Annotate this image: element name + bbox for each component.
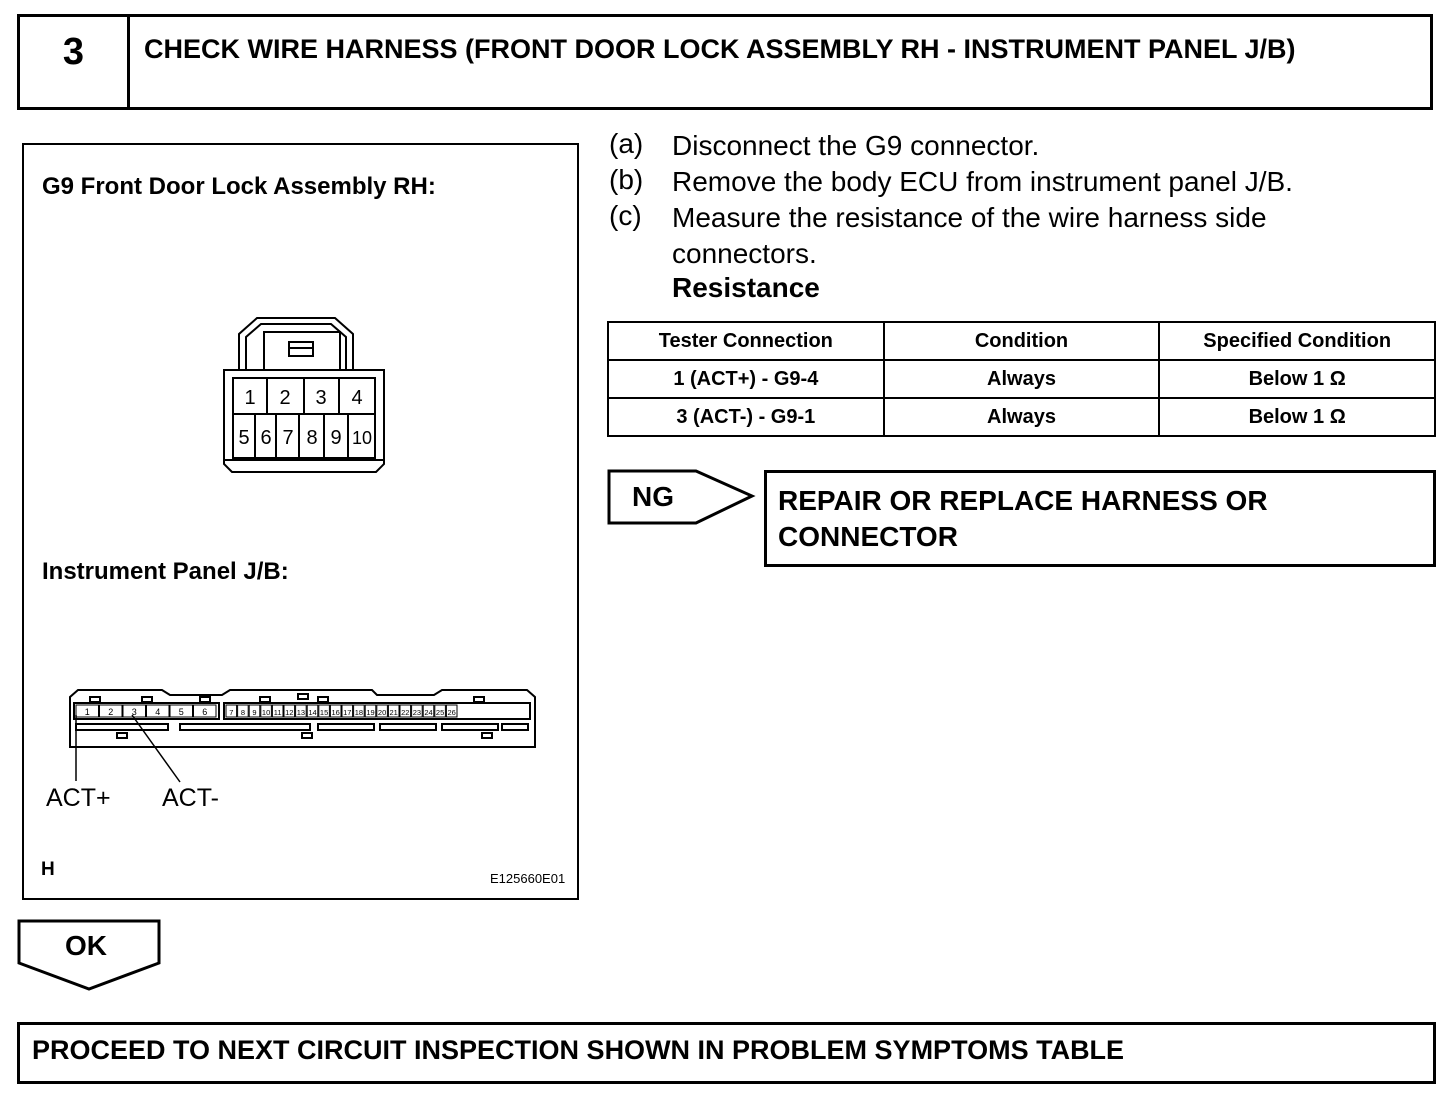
connector-figure [22,143,579,900]
jb-pin: 20 [377,708,387,717]
table-cell: Below 1 Ω [1159,398,1435,436]
g9-connector-diagram [209,310,399,480]
g9-connector-label: G9 Front Door Lock Assembly RH: [42,173,436,200]
jb-pin: 22 [401,708,410,717]
instruction-text: Measure the resistance of the wire harness side connectors. [672,202,1267,269]
instruction-text: Disconnect the G9 connector. [672,130,1040,161]
table-row [608,398,1435,436]
jb-pin: 7 [229,708,234,717]
figure-code: E125660E01 [490,871,566,886]
g9-pin: 9 [330,427,342,449]
jb-pin: 12 [285,708,294,717]
g9-pin: 1 [244,387,256,409]
table-cell: 1 (ACT+) - G9-4 [608,360,884,398]
table-cell: Always [884,360,1160,398]
g9-housing-top [239,318,353,370]
table-header-cell: Specified Condition [1159,322,1435,360]
g9-lock-tab [264,332,340,370]
table-header-cell: Tester Connection [608,322,884,360]
ng-label: NG [632,481,674,512]
g9-pin: 5 [238,427,250,449]
g9-pin: 10 [351,428,373,448]
jb-pin: 1 [84,707,90,717]
table-header-cell: Condition [884,322,1160,360]
ok-label: OK [65,930,107,961]
jb-pin: 26 [447,708,456,717]
act-plus-label: ACT+ [46,784,111,812]
proceed-text: PROCEED TO NEXT CIRCUIT INSPECTION SHOWN IN PROBLEM SYMPTOMS TABLE [32,1035,1125,1065]
jb-pin: 23 [412,708,422,717]
jb-pin: 16 [331,708,340,717]
figure-corner-label: H [41,859,55,880]
jb-pin: 17 [343,708,352,717]
ng-result-line: CONNECTOR [778,521,958,552]
ng-arrow [606,468,758,528]
jb-pin: 4 [155,707,161,717]
jb-pin: 9 [252,708,257,717]
instruction-text: Remove the body ECU from instrument panel J/B. [672,166,1293,197]
g9-pin: 7 [282,427,294,449]
ng-result-text [778,483,1268,555]
table-cell: Below 1 Ω [1159,360,1435,398]
jb-connector-label: Instrument Panel J/B: [42,558,289,585]
instruction-letter: (c) [609,200,642,231]
ng-result-box [764,470,1436,567]
jb-pin: 24 [424,708,433,717]
jb-pin: 13 [296,708,306,717]
ng-result-line: REPAIR OR REPLACE HARNESS OR [778,485,1268,516]
resistance-table [607,321,1436,437]
proceed-box [17,1022,1436,1084]
jb-pin: 2 [108,707,114,717]
step-header [17,14,1433,110]
step-title: CHECK WIRE HARNESS (FRONT DOOR LOCK ASSEMBLY RH - INSTRUMENT PANEL J/B) [144,34,1296,64]
jb-pin: 3 [131,707,137,717]
jb-pin: 11 [273,708,282,717]
g9-pin: 6 [260,427,272,449]
jb-pin: 10 [261,708,271,717]
instruction-letter: (a) [609,128,644,159]
table-header-row [608,322,1435,360]
jb-pin: 5 [178,707,184,717]
resistance-title: Resistance [672,272,820,303]
jb-pin: 19 [366,708,375,717]
table-row [608,360,1435,398]
jb-pin: 14 [308,708,317,717]
instruction-letter: (b) [609,164,644,195]
table-cell: Always [884,398,1160,436]
g9-pin: 3 [315,387,327,409]
act-minus-label: ACT- [162,784,219,812]
step-number: 3 [20,17,130,107]
jb-pin: 18 [354,708,364,717]
g9-pin: 8 [306,427,318,449]
g9-pin: 2 [279,387,291,409]
table-cell: 3 (ACT-) - G9-1 [608,398,884,436]
jb-pin: 6 [202,707,208,717]
jb-pin: 21 [389,708,398,717]
jb-pin: 8 [240,708,245,717]
g9-pin: 4 [351,387,363,409]
jb-connector-diagram [62,683,542,803]
jb-pin: 25 [435,708,445,717]
act-minus-leader [132,715,180,782]
jb-pin: 15 [319,708,329,717]
